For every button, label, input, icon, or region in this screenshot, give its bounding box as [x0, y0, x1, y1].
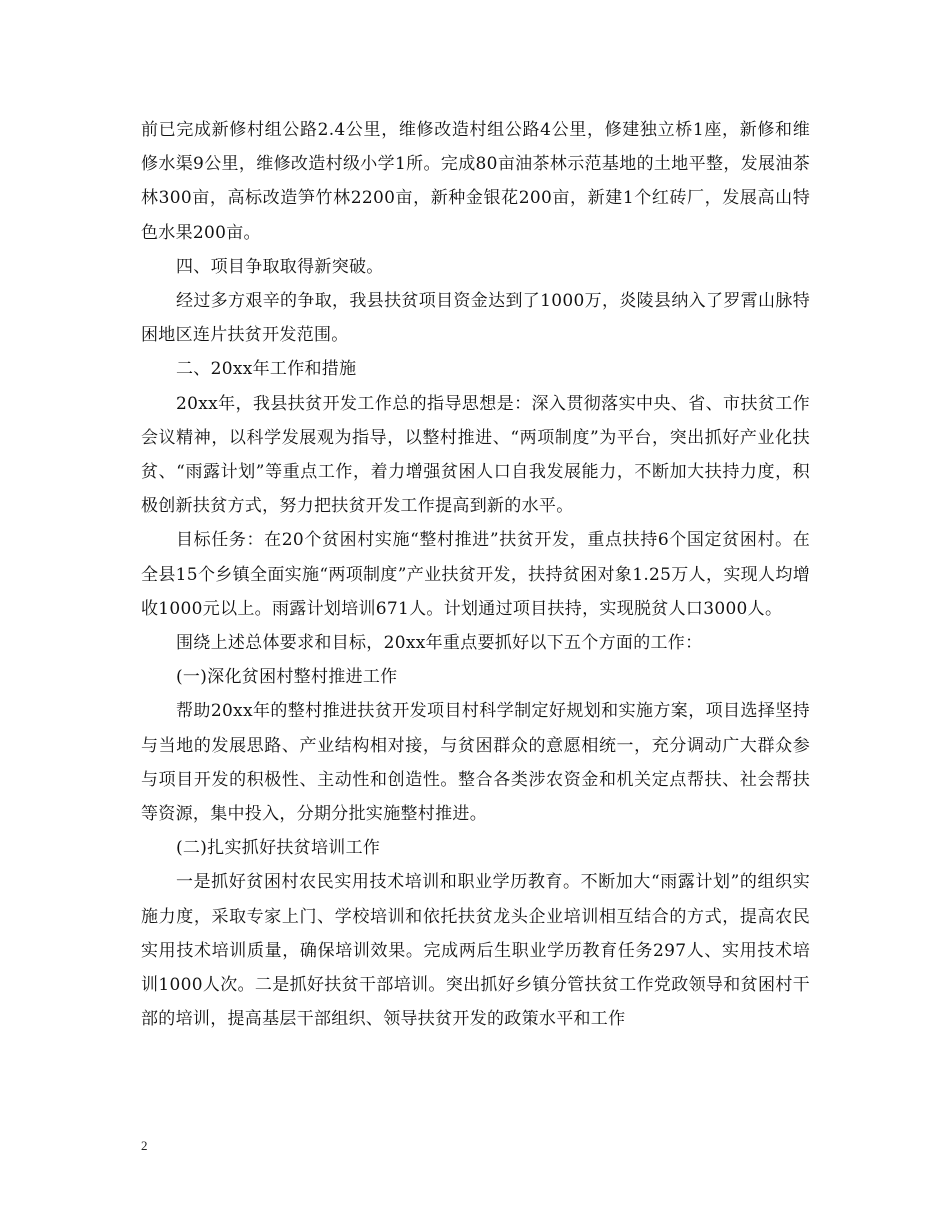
subheading-1: (一)深化贫困村整村推进工作	[176, 667, 398, 688]
paragraph-3: 经过多方艰辛的争取，我县扶贫项目资金达到了1000万，炎陵县纳入了罗霄山脉特困地区连片扶贫开发范围。	[141, 291, 810, 346]
section-heading-2: 二、20xx年工作和措施	[176, 359, 357, 380]
document-body	[141, 113, 810, 1036]
paragraph-7: 围绕上述总体要求和目标，20xx年重点要抓好以下五个方面的工作：	[176, 633, 703, 654]
paragraph-9: 帮助20xx年的整村推进扶贫开发项目村科学制定好规划和实施方案，项目选择坚持与当地的发展思路、产业结构相对接，与贫困群众的意愿相统一，充分调动广大群众参与项目开发的积极性、主动性和创造性。整合各类涉农资金和机关定点帮扶、社会帮扶等资源，集中投入，分期分批实施整村推进。	[141, 701, 810, 825]
subheading-2: (二)扎实抓好扶贫培训工作	[176, 838, 381, 859]
paragraph-11: 一是抓好贫困村农民实用技术培训和职业学历教育。不断加大“雨露计划”的组织实施力度，采取专家上门、学校培训和依托扶贫龙头企业培训相互结合的方式，提高农民实用技术培训质量，确保培训效果。完成两后生职业学历教育任务297人、实用技术培训1000人次。二是抓好扶贫干部培训。突出抓好乡镇分管扶贫工作党政领导和贫困村干部的培训，提高基层干部组织、领导扶贫开发的政策水平和工作	[141, 872, 810, 1030]
page-number: 2	[141, 1138, 148, 1153]
paragraph-2: 四、项目争取取得新突破。	[176, 256, 384, 277]
paragraph-6: 目标任务：在20个贫困村实施“整村推进”扶贫开发，重点扶持6个国定贫困村。在全县15个乡镇全面实施“两项制度”产业扶贫开发，扶持贫困对象1.25万人，实现人均增收1000元以上。雨露计划培训671人。计划通过项目扶持，实现脱贫人口3000人。	[141, 530, 810, 619]
paragraph-5: 20xx年，我县扶贫开发工作总的指导思想是：深入贯彻落实中央、省、市扶贫工作会议精神，以科学发展观为指导，以整村推进、“两项制度”为平台，突出抓好产业化扶贫、“雨露计划”等重点工作，着力增强贫困人口自我发展能力，不断加大扶持力度，积极创新扶贫方式，努力把扶贫开发工作提高到新的水平。	[141, 393, 810, 517]
paragraph-1: 前已完成新修村组公路2.4公里，维修改造村组公路4公里，修建独立桥1座，新修和维修水渠9公里，维修改造村级小学1所。完成80亩油茶林示范基地的土地平整，发展油茶林300亩，高标改造笋竹林2200亩，新种金银花200亩，新建1个红砖厂，发展高山特色水果200亩。	[141, 120, 810, 243]
